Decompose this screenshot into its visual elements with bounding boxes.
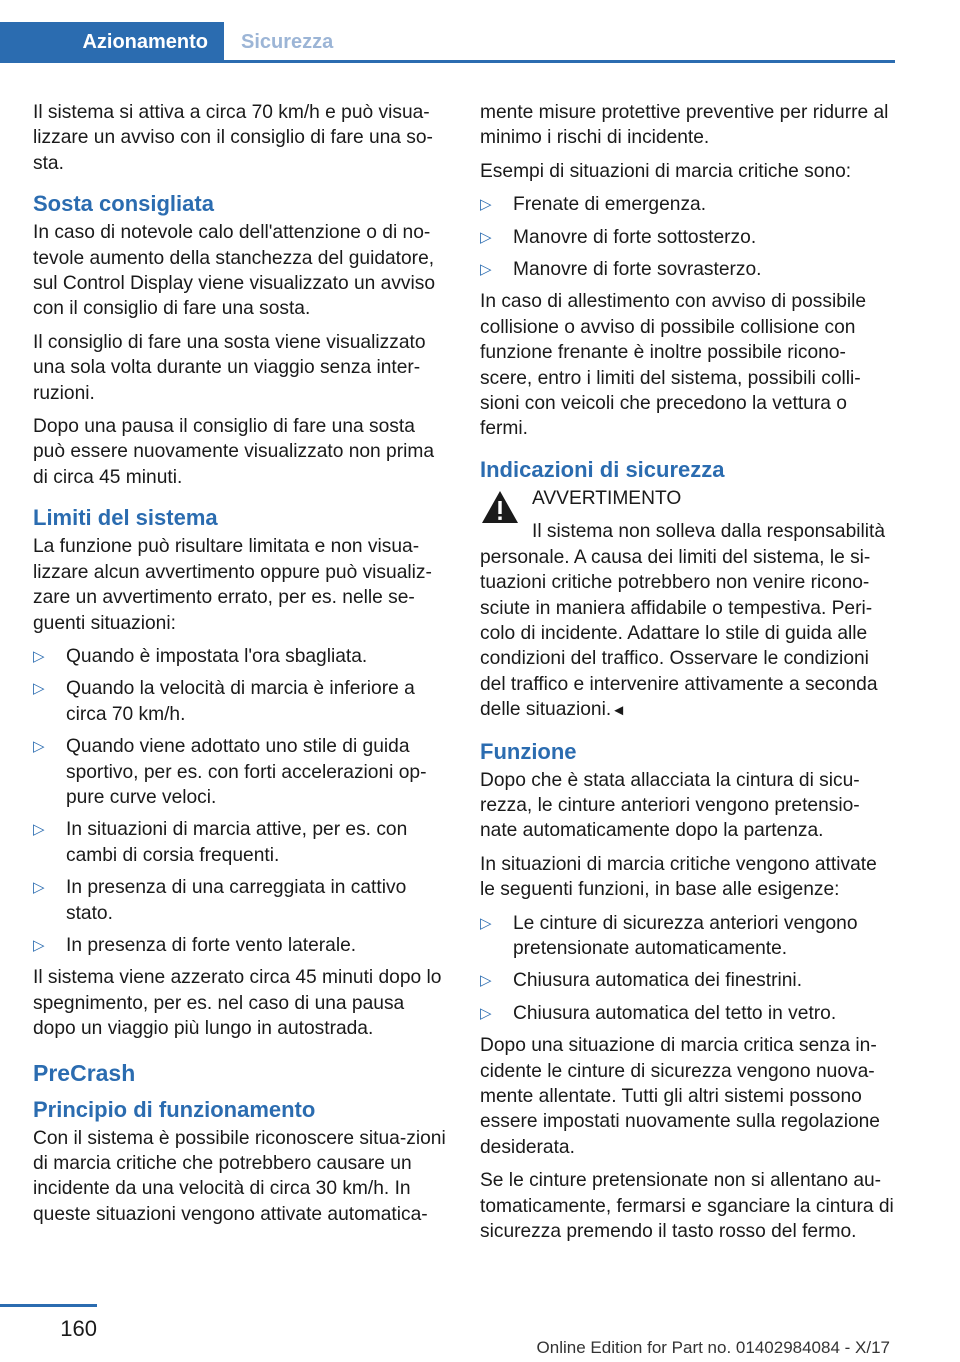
esempi-list: [480, 192, 894, 282]
list-item: ▷ Manovre di forte sovrasterzo.: [480, 257, 894, 282]
list-item: ▷ In presenza di forte vento laterale.: [33, 933, 447, 958]
tab-azionamento[interactable]: Azionamento: [0, 22, 224, 62]
list-item: ▷ Frenate di emergenza.: [480, 192, 894, 217]
triangle-bullet-icon: ▷: [33, 821, 45, 839]
triangle-bullet-icon: ▷: [33, 879, 45, 897]
chapter-tabs: [0, 22, 895, 62]
heading-principio: Principio di funzionamento: [33, 1096, 316, 1122]
list-item: ▷ In situazioni di marcia attive, per es. con cambi di corsia frequenti.: [33, 819, 408, 866]
triangle-bullet-icon: ▷: [480, 1004, 492, 1022]
list-item: ▷ Chiusura automatica dei finestrini.: [480, 968, 894, 993]
triangle-bullet-icon: ▷: [33, 647, 45, 665]
sosta-paragraph-3: Dopo una pausa il consiglio di fare una sosta può essere nuovamente visualizzato non prima di circa 45 minuti.: [33, 416, 435, 488]
list-item: ▷ Quando la velocità di marcia è inferiore a circa 70 km/h.: [33, 678, 415, 725]
limiti-paragraph-2: Il sistema viene azzerato circa 45 minuti dopo lo spegnimento, per es. nel caso di una pausa dopo un viaggio più lungo in autostrada.: [33, 967, 442, 1040]
funzione-paragraph-4: Se le cinture pretensionate non si allentano au-tomaticamente, fermarsi e sganciare la cintura di sicurezza premendo il tasto rosso del fermo.: [480, 1170, 894, 1243]
triangle-bullet-icon: ▷: [480, 972, 492, 990]
header-rule: [0, 60, 895, 63]
warning-title: AVVERTIMENTO: [532, 487, 682, 509]
sosta-paragraph-2: Il consiglio di fare una sosta viene visualizzato una sola volta durante un viaggio senza inter-ruzioni.: [33, 331, 426, 404]
warning-block: [480, 486, 894, 724]
triangle-bullet-icon: ▷: [480, 196, 492, 214]
triangle-bullet-icon: ▷: [480, 228, 492, 246]
limiti-paragraph-1: La funzione può risultare limitata e non visua-lizzare alcun avvertimento oppure può visualiz-zare un avvertimento errato, per es. nelle se-guenti situazioni:: [33, 536, 432, 634]
funzione-paragraph-2: In situazioni di marcia critiche vengono attivate le seguenti funzioni, in base alle esigenze:: [480, 853, 877, 901]
triangle-bullet-icon: ▷: [33, 936, 45, 954]
list-item: ▷ Le cinture di sicurezza anteriori vengono pretensionate automaticamente.: [480, 912, 858, 959]
warning-text: Il sistema non solleva dalla responsabilità personale. A causa dei limiti del sistema, le si-tuazioni critiche potrebbero non venire ricono-sciute in maniera affidabile o tempestiva. Peri-colo di incidente. Adattare lo stile di guida alle condizioni del traffico. Osservare le condizioni del traffico e intervenire attivamente a seconda delle situazioni.◄: [480, 521, 886, 721]
footer-rule: [0, 1304, 97, 1307]
left-column: [33, 100, 447, 1235]
tab-sicurezza[interactable]: Sicurezza: [241, 30, 334, 53]
triangle-bullet-icon: ▷: [33, 680, 45, 698]
list-item: ▷ Chiusura automatica del tetto in vetro.: [480, 1001, 894, 1026]
triangle-bullet-icon: ▷: [33, 738, 45, 756]
triangle-bullet-icon: ▷: [480, 261, 492, 279]
list-item: ▷ In presenza di una carreggiata in cattivo stato.: [33, 877, 407, 924]
list-item: ▷ Manovre di forte sottosterzo.: [480, 225, 894, 250]
funzione-paragraph-1: Dopo che è stata allacciata la cintura di sicu-rezza, le cinture anteriori vengono pretensio-nate automaticamente dopo la partenza.: [480, 769, 860, 842]
heading-precrash: PreCrash: [33, 1059, 136, 1086]
list-item: ▷ Quando viene adottato uno stile di guida sportivo, per es. con forti accelerazioni op-pure curve veloci.: [33, 736, 427, 808]
heading-funzione: Funzione: [480, 738, 577, 764]
funzione-paragraph-3: Dopo una situazione di marcia critica senza in-cidente le cinture di sicurezza vengono nuova-mente allentate. Tutti gli altri sistemi possono essere impostati nuovamente sulla regolazione desiderata.: [480, 1035, 880, 1158]
allestimento-paragraph: In caso di allestimento con avviso di possibile collisione o avviso di possibile collisione con funzione frenante è inoltre possibile ricono-scere, entro i limiti del sistema, possibili colli-sioni con veicoli che precedono la vettura o fermi.: [480, 291, 867, 440]
sosta-paragraph-1: In caso di notevole calo dell'attenzione o di no-tevole aumento della stanchezza del guidatore, sul Control Display viene visualizzato un avviso con il consiglio di fare una sosta.: [33, 222, 436, 320]
end-mark-icon: ◄: [611, 702, 627, 720]
heading-sosta-consigliata: Sosta consigliata: [33, 191, 214, 217]
warning-triangle-icon: [480, 489, 520, 525]
page-number: 160: [60, 1316, 97, 1341]
edition-note: Online Edition for Part no. 01402984084 - X/17: [536, 1338, 890, 1357]
list-item: ▷ Quando è impostata l'ora sbagliata.: [33, 644, 447, 669]
funzione-list: [480, 911, 894, 1027]
esempi-paragraph: Esempi di situazioni di marcia critiche sono:: [480, 160, 852, 182]
intro-paragraph: Il sistema si attiva a circa 70 km/h e può visua-lizzare un avviso con il consiglio di fare una so-sta.: [33, 102, 433, 174]
triangle-bullet-icon: ▷: [480, 914, 492, 932]
principio-paragraph: Con il sistema è possibile riconoscere situa-zioni di marcia critiche che potrebbero causare un incidente da una velocità di circa 30 km/h. In queste situazioni vengono attivate automatica-: [33, 1127, 446, 1225]
limiti-list: [33, 644, 447, 958]
heading-limiti-sistema: Limiti del sistema: [33, 505, 218, 531]
right-column: [480, 100, 894, 1252]
continuation-paragraph: mente misure protettive preventive per ridurre al minimo i rischi di incidente.: [480, 102, 889, 149]
heading-indicazioni-sicurezza: Indicazioni di sicurezza: [480, 456, 725, 482]
